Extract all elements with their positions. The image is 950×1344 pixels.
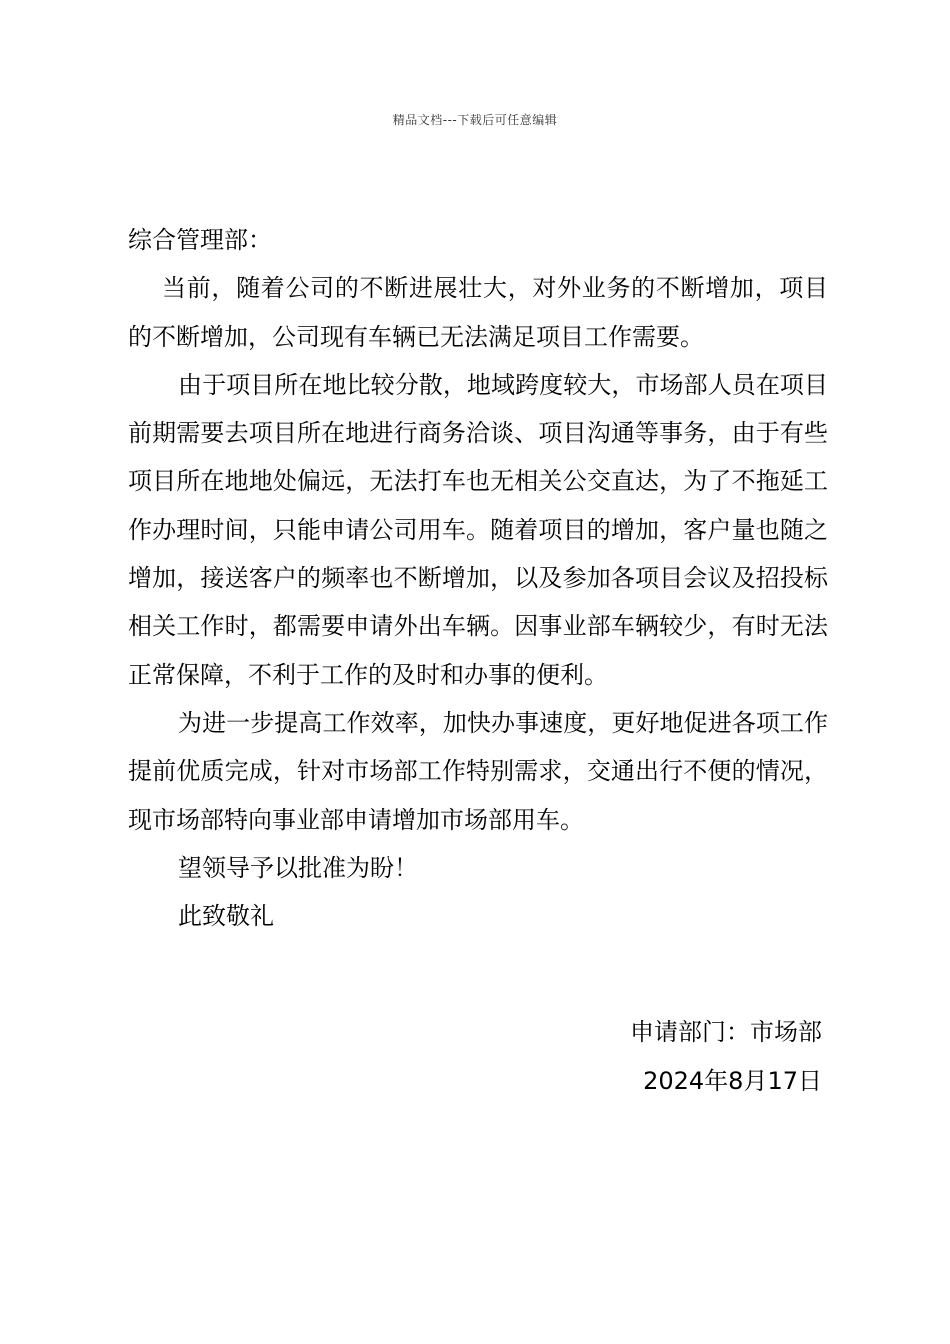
- letter-body: [128, 216, 828, 940]
- paragraph-1: 当前，随着公司的不断进展壮大，对外业务的不断增加，项目的不断增加，公司现有车辆已无法满足项目工作需要。: [128, 274, 828, 351]
- salutation: 综合管理部：: [128, 226, 272, 254]
- closing-request: 望领导予以批准为盼！: [178, 853, 418, 882]
- paragraph-2: 由于项目所在地比较分散，地域跨度较大，市场部人员在项目前期需要去项目所在地进行商务洽谈、项目沟通等事务，由于有些项目所在地地处偏远，无法打车也无相关公交直达，为了不拖延工作办理时间，只能申请公司用车。随着项目的增加，客户量也随之增加，接送客户的频率也不断增加，以及参加各项目会议及招投标相关工作时，都需要申请外出车辆。因事业部车辆较少，有时无法正常保障，不利于工作的及时和办事的便利。: [128, 370, 828, 689]
- paragraph-3: 为进一步提高工作效率，加快办事速度，更好地促进各项工作提前优质完成，针对市场部工作特别需求，交通出行不便的情况，现市场部特向事业部申请增加市场部用车。: [128, 708, 828, 834]
- header-watermark-note: 精品文档---下载后可任意编辑: [392, 113, 558, 127]
- signature-date: 2024年8月17日: [643, 1067, 822, 1095]
- signature-department: 申请部门：市场部: [630, 1018, 822, 1046]
- closing-salute: 此致敬礼: [178, 902, 274, 931]
